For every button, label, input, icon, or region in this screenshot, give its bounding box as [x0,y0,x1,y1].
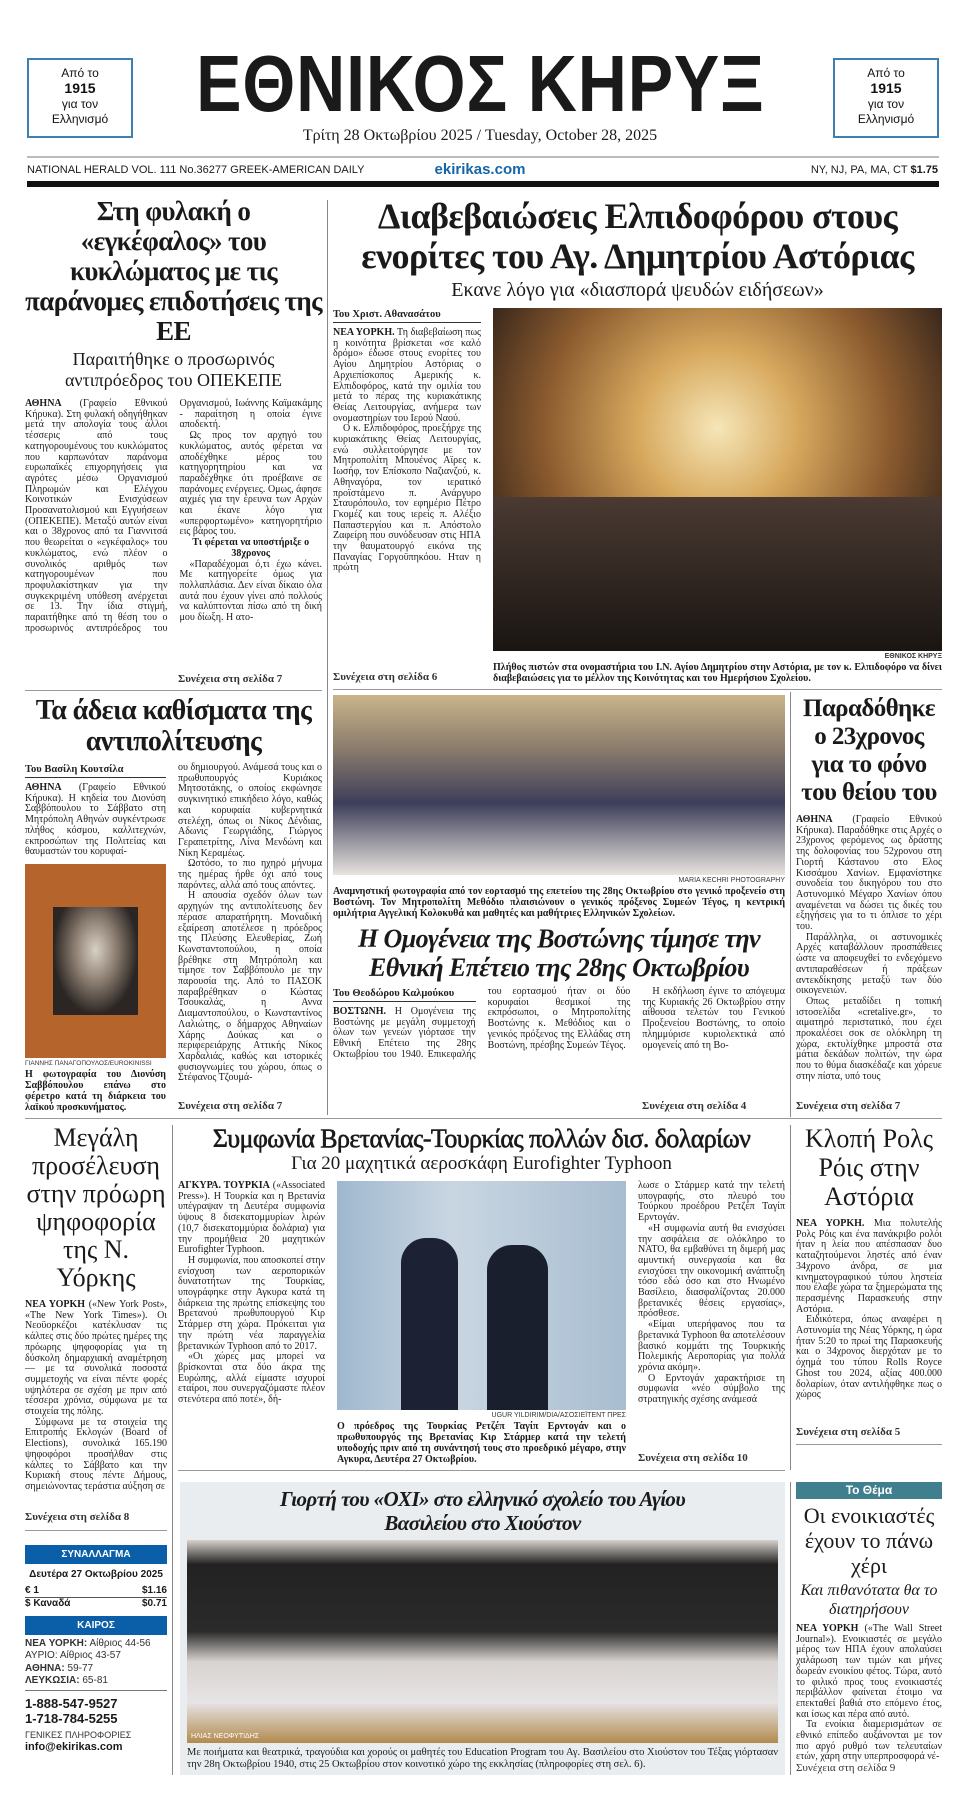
paragraph: Η εκδήλωση έγινε το απόγευμα της Κυριακής 26 Οκτωβρίου στην αίθουσα τελετών του Γενικού Προξενείου Βοστώνης, το οποίο πλημμύρισε κυριολεκτικά από ομογενείς από τη Βο- [642,986,785,1051]
price: $1.75 [910,164,938,176]
article-headline[interactable]: Τα άδεια καθίσματα της αντιπολίτευσης [35,695,312,757]
paragraph: ΝΕΑ ΥΟΡΚΗ. Μια πολυτελής Ρολς Ρόις και ένα πανάκριβο ρολόι ήταν η λεία που απέσπασαν δυο καταζητούμενοι ληστές από έναν 34χρονο άνδρα, σε μια κινηματογραφικού τύπου ληστεία που έλαβε χώρα τα ξημερώματα της περασμένης Παρασκευής στην Αστόρια. [796,1218,942,1315]
section-rule [333,689,942,690]
exchange-date: Δευτέρα 27 Οκτωβρίου 2025 [29,1569,163,1580]
article-subtitle: Για 20 μαχητικά αεροσκάφη Eurofighter Typhoon [291,1153,672,1174]
weather-list [25,1635,167,1691]
lead-headline[interactable]: Διαβεβαιώσεις Ελπιδοφόρου στους ενορίτες του Αγ. Δημητρίου Αστόριας [361,196,914,276]
article-headline[interactable]: Κλοπή Ρολς Ρόις στην Αστόρια [805,1124,933,1211]
paragraph: Παράλληλα, οι αστυνομικές Αρχές καταβάλλουν προσπάθειες ώστε να αποφευχθεί το ενδεχόμενο αντιπαραθέσεων ή πράξεων αντεκδίκησης μεταξύ των δύο οικογενειών. [796,931,942,997]
email-link[interactable]: info@ekirikas.com [25,1740,123,1753]
photo-caption: Πλήθος πιστών στα ονομαστήρια του Ι.Ν. Αγίου Δημητρίου στην Αστόρια, με τον κ. Ελπιδοφόρο να δίνει διαβεβαιώσεις για το μέλλον της Κοινότητας και του Ημερήσιου Σχολείου. [493,662,942,684]
since-text: Ελληνισμό [857,112,915,126]
column-divider [790,692,791,1117]
paragraph: ΑΘΗΝΑ (Γραφείο Εθνικού Κήρυκα). Παραδόθηκε στις Αρχές ο 23χρονος φερόμενος ως δράστης της δολοφονίας του 52χρονου στη Γιορτή Κάστανου στο Ελος Κισσάμου Χανίων. Εμφανίστηκε συνοδεία του δικηγόρου του στο Αστυνομικό Μέγαρο Χανίων όπου αναμένεται να δώσει τις δικές του εξηγήσεις για το τι όπλισε το χέρι του. [796,814,942,933]
weather-row: ΑΘΗΝΑ: 59-77 [25,1662,94,1674]
byline: Του Θεοδώρου Καλμούκου [333,987,476,1002]
continued-link[interactable]: Συνέχεια στη σελίδα 8 [25,1511,130,1523]
paragraph: ΝΕΑ ΥΟΡΚΗ. Τη διαβεβαίωση πως η κοινότητα βρίσκεται «σε καλό δρόμο» έδωσε στους ενορίτες του Αγίου Δημητρίου Αστόριας ο Αρχιεπίσκοπος Αμερικής κ. Ελπιδοφόρος, κατά την ομιλία του μετά το πέρας της κυριακάτικης Θείας Λειτουργίας, ανήμερα των ονομαστηρίων του Ιερού Ναού. [333,327,481,424]
dateline: ΑΓΚΥΡΑ. ΤΟΥΡΚΙΑ [178,1180,270,1191]
masthead-bar [27,181,939,187]
newspaper-title: ΕΘΝΙΚΟΣ ΚΗΡΥΞ [195,39,765,128]
article-headline[interactable]: Παραδόθηκε ο 23χρονος για το φόνο του θείου του [801,695,937,806]
article-body [25,1300,167,1505]
phone-number[interactable]: 1-888-547-9527 [25,1695,118,1711]
article-headline[interactable]: Οι ενοικιαστές έχουν το πάνω χέρι [803,1503,935,1578]
paragraph: «Παραδέχομαι ό,τι έχω κάνει. Με κατηγορείτε όμως για πολλαπλάσια. Δεν είναι δίκαιο όλα αυτά που έχουν γίνει από πολλούς να καλύπτονται πίσω από τη δική μου δίωξη. Η ατο- [179,558,322,624]
paragraph: ΝΕΑ ΥΟΡΚΗ («The Wall Street Journal»). Ενοικιαστές σε μεγάλο μέρος των ΗΠΑ έχουν απολαύσει χαλάρωση των τιμών και μήνες δωρεάν ενοικίου φέτος. Τώρα, αυτό το φιλικό προς τους ενοικιαστές περιβάλλον φαίνεται έτοιμο να επεκταθεί βαθιά στο επόμενο έτος, και ίσως και πέρα από αυτό. [796,1623,943,1720]
paragraph: Ειδικότερα, όπως αναφέρει η Αστυνομία της Νέας Υόρκης, η ώρα ήταν 5:20 το πρωί της Παρασκευής και ο 34χρονος διερχόταν με το όχημά του τύπου Rolls Royce Ghost του 2024, αξίας 400.000 δολαρίων, όταν αντιλήφθηκε πως ο χώρος [796,1314,942,1401]
article-headline[interactable]: Η Ομογένεια της Βοστώνης τίμησε την Εθνική Επέτειο της 28ης Οκτωβρίου [358,924,760,982]
paragraph: Οπως μεταδίδει η τοπική ιστοσελίδα «cretalive.gr», το αιματηρό περιστατικό, που έχει προκαλέσει σοκ σε ολόκληρη τη χώρα, εκτυλίχθηκε μπροστά στα μάτια δεκάδων πολιτών, την ώρα που το θύμα διασκέδαζε και χόρευε στην πίστα, υπό τους [796,995,942,1082]
article-body [796,815,942,1094]
paragraph: Ως προς τον αρχηγό του κυκλώματος, αυτός φέρεται να αποδέχθηκε μέρος του κατηγορητηρίου και να παραδέχθηκε ότι προέβαινε σε παράνομες ενέργειες. Ομως, άφησε αιχμές για την έρευνα των Αρχών και έκανε λόγο για «υπερφορτωμένο» κατηγορητήριο εις βάρος του. [179,430,322,538]
photo-credit: ΕΘΝΙΚΟΣ ΚΗΡΥΞ [884,653,942,660]
paragraph: ΑΘΗΝΑ (Γραφείο Εθνικού Κήρυκα). Στη φυλακή οδηγήθηκαν μετά την απολογία τους άλλοι τέσσερις από τους κατηγορουμένους του κυκλώματος που καρπωνόταν παράνομα ευρωπαϊκές επιχορηγήσεις για αγρότες μέσω Οργανισμού Πληρωμών και Ελέγχου Κοινοτικών Ενισχύσεων Προσανατολισμού και Εγγυήσεων (ΟΠΕΚΕΠΕ). Μεταξύ αυτών είναι και ο 38χρονος από τα Γιαννιτσά που θεωρείται ο «εγκέφαλος» του κυκλώματος, ενώ πλέον ο συνολικός αριθμός των κατηγορουμένων που προφυλακίστηκαν για την συγκεκριμένη υπόθεση ανέρχεται σε 13. Την ίδια στιγμή, παραιτήθηκε από τη θέση του ο προσωρινός αντιπρόεδρος του Οργανισμού, Ιωάννης Καϊμακάμης - παραίτηση η οποία έγινε αποδεκτή. [25,398,322,634]
paragraph: «Οι χώρες μας μπορεί να βρίσκονται στα δύο άκρα της Ευρώπης, αλλά είμαστε ισχυροί εταίροι, που συνεργαζόμαστε πλέον στενότερα από ποτέ», δή- [178,1351,325,1406]
boston-photo[interactable] [333,695,785,875]
continued-link[interactable]: Συνέχεια στη σελίδα 7 [796,1100,901,1112]
price-info [811,164,938,177]
issue-date: Τρίτη 28 Οκτωβρίου 2025 / Tuesday, October 28, 2025 [302,127,658,144]
savvopoulos-photo[interactable] [25,864,166,1058]
since-1915-box-right [833,58,939,138]
website-link[interactable]: ekirikas.com [434,161,526,178]
paragraph: λωσε ο Στάρμερ κατά την τελετή υπογραφής, στο πλευρό του Τούρκου προέδρου Ρετζέπ Ταγίπ Ερντογάν. [638,1180,785,1224]
article-renters [796,1482,942,1775]
since-1915-box-left [27,58,133,138]
text-column [25,763,166,1113]
continued-link[interactable]: Συνέχεια στη σελίδα 6 [333,671,438,683]
paragraph: Ο κ. Ελπιδοφόρος, προεξήρχε της κυριακάτικης Θείας Λειτουργίας, ενώ συλλειτούργησε με τον Μητροπολίτη Μπουένος Αϊρες κ. Ιωσήφ, τον Επίσκοπο Ναζιανζού, κ. Αθηναγόρα, τον ιερατικό προϊστάμενο π. Ανάργυρο Σταυρόπουλο, τον εφημέριο Πέτρο Γκομέζ και τους ιερείς π. Αλέξιο Παπαστεργίου και π. Απόστολο Ζαφείρη που συνόδευσαν στις ΗΠΑ την θαυματουργό εικόνα της Παναγίας Γοργοϋπηκόου. Ηταν η πρώτη [333,423,481,574]
dateline: ΝΕΑ ΥΟΡΚΗ [796,1623,859,1634]
continued-link[interactable]: Συνέχεια στη σελίδα 5 [796,1426,901,1438]
dateline: ΝΕΑ ΥΟΡΚΗ. [796,1218,865,1229]
article-body [178,763,322,1094]
phone-numbers [25,1696,167,1726]
masthead-rule [27,156,939,158]
since-text: Από το [61,66,99,80]
photo-caption: Ο πρόεδρος της Τουρκίας Ρετζέπ Ταγίπ Ερντογάν και ο πρωθυπουργός της Βρετανίας Κιρ Στάρμερ κατά την τελετή υποδοχής πριν από τη συνάντησή τους στο προεδρικό μέγαρο, στην Αγκυρα, Δευτέρα 27 Οκτωβρίου. [337,1421,626,1465]
exchange-row: $ Καναδά $0.71 [25,1598,167,1609]
article-body [178,1181,325,1465]
article-headline[interactable]: Μεγάλη προσέλευση στην πρόωρη ψηφοφορία της Ν. Υόρκης [26,1123,166,1292]
church-photo[interactable] [493,308,942,651]
article-uk-turkey [178,1124,785,1465]
article-body [25,399,322,667]
info-sidebar [25,1545,167,1777]
article-chania [796,695,942,1113]
section-rule [178,1470,785,1471]
article-body [796,1219,942,1420]
article-subtitle: Παραιτήθηκε ο προσωρινός αντιπρόεδρος του ΟΠΕΚΕΠΕ [65,349,282,390]
paragraph: ΑΘΗΝΑ (Γραφείο Εθνικού Κήρυκα). Η κηδεία του Διονύση Σαββόπουλου το Σάββατο στη Μητρόπολη Αθηνών συγκέντρωσε πλήθος κόσμου, καλλιτεχνών, εκπροσώπων της Πολιτείας και θαυμαστών του κορυφαί- [25,782,166,858]
paragraph: ΝΕΑ ΥΟΡΚΗ («New York Post», «The New York Times»). Οι Νεοϋορκέζοι κατέκλυσαν τις κάλπες στις δύο πρώτες ημέρες της πρόωρης ψηφοφορίας για τη δύσκολη δημαρχιακή αναμέτρηση — με τα συνολικά ποσοστά συμμετοχής να είναι πέντε φορές υψηλότερα σε σχέση με πριν από τέσσερα χρόνια, σύμφωνα με τα στοιχεία της πόλης. [25,1299,167,1418]
continued-link[interactable]: Συνέχεια στη σελίδα 7 [178,1100,283,1112]
exchange-rates-header: ΣΥΝΑΛΛΑΓΜΑ [25,1545,167,1564]
paragraph: Η συμφωνία, που αποσκοπεί στην ενίσχυση των αεροπορικών δυνατοτήτων της Τουρκίας, υπογράφηκε στην Αγκυρα κατά τη διάρκεια της πρώτης επίσκεψης του Βρετανού πρωθυπουργού Κιρ Στάρμερ στη χώρα. Πρόκειται για την πρώτη νέα παραγγελία βρετανικών Typhoon από το 2017. [178,1254,325,1352]
section-rule [25,1530,167,1531]
subhead: Τι φέρεται να υποστήριξε ο 38χρονος [192,537,310,559]
lead-subtitle: Εκανε λόγο για «διασπορά ψευδών ειδήσεων» [451,279,824,301]
paragraph: Τα ενοίκια διαμερισμάτων σε εθνικό επίπεδο αυξάνονται με τον πιο αργό ρυθμό των τελευταίων ετών, χάρη στην υπερπροσφορά νέ- [796,1719,942,1763]
column-divider [790,1482,791,1775]
article-opposition [25,695,322,1113]
section-rule [25,1118,942,1119]
article-body [25,783,166,858]
houston-feature-box [180,1482,785,1775]
continued-link[interactable]: Συνέχεια στη σελίδα 10 [638,1452,748,1464]
article-boston [333,695,785,1113]
photo-credit: ΗΛΙΑΣ ΝΕΟΦΥΤΙΔΗΣ [191,1733,260,1740]
topic-kicker [796,1482,942,1499]
dateline: ΑΘΗΝΑ [25,398,62,409]
article-body [796,1623,943,1763]
section-rule [25,690,322,691]
exchange-row: € 1 $1.16 [25,1585,167,1599]
photo-credit: MARIA KECHRI PHOTOGRAPHY [678,877,785,884]
dateline: ΑΘΗΝΑ [25,782,62,793]
paragraph: ου δημιουργού. Ανάμεσά τους και ο πρωθυπουργός Κυριάκος Μητσοτάκης, ο οποίος εκφώνησε συγκινητικό επικήδειο λόγο, καθώς και κορυφαία κυβερνητικά στελέχη, όπως οι Νίκος Δένδιας, Αδωνις Γεωργιάδης, Γιώργος Γεραπετρίτης, Λίνα Μενδώνη και Νίκη Κεραμέως. [178,762,322,859]
kicker-label: Το Θέμα [845,1483,893,1497]
volume-info: NATIONAL HERALD VOL. 111 No.36277 GREEK-AMERICAN DAILY [27,164,365,176]
paragraph: Σύμφωνα με τα στοιχεία της Επιτροπής Εκλογών (Board of Elections), συνολικά 165.190 ψηφοφόροι προσήλθαν στις κάλπες το Σάββατο και την Κυριακή στους πέντε Δήμους, σημειώνοντας τεράστια αύξηση σε [25,1416,167,1492]
photo-caption: Αναμνηστική φωτογραφία από τον εορτασμό της επετείου της 28ης Οκτωβρίου στο γενικό προξενείο στη Βοστώνη. Τον Μητροπολίτη Μεθόδιο πλαισιώνουν ο γενικός πρόξενος Συμεών Τέγος, η κεντρική ομιλήτρια Αγγελική Κολοκυθά και μαθητές και μαθήτριες Ελληνικών Σχολείων. [333,886,785,919]
continued-link[interactable]: Συνέχεια στη σελίδα 4 [642,1100,747,1112]
paragraph: Ωστόσο, το πιο ηχηρό μήνυμα της ημέρας ήρθε όχι από τους παρόντες, αλλά από τους απόντες. [178,858,322,891]
since-text: Από το [867,66,905,80]
paragraph: «Η συμφωνία αυτή θα ενισχύσει την ασφάλεια σε ολόκληρο το ΝΑΤΟ, θα εμβαθύνει τη διμερή μας αμυντική συνεργασία και θα ενισχύσει την οικονομική ανάπτυξη τόσο εδώ όσο και στο Ηνωμένο Βασίλειο, διασφαλίζοντας 20.000 βρετανικές θέσεις εργασίας», πρόσθεσε. [638,1222,785,1320]
continued-link[interactable]: Συνέχεια στη σελίδα 7 [178,673,283,685]
since-text: για τον [867,97,905,111]
weather-header: ΚΑΙΡΟΣ [25,1616,167,1635]
column-divider [172,1125,173,1775]
article-body [333,987,785,1094]
photo-column [337,1181,626,1465]
dateline: ΝΕΑ ΥΟΡΚΗ. [333,327,395,338]
article-subtitle: Και πιθανότατα θα το διατηρήσουν [800,1582,938,1618]
article-early-voting [25,1124,167,1524]
weather-row: ΑΥΡΙΟ: Αίθριος 43-57 [25,1650,121,1661]
weather-row: ΝΕΑ ΥΟΡΚΗ: Αίθριος 44-56 [25,1637,151,1649]
erdogan-starmer-photo[interactable] [337,1181,626,1410]
article-body [638,1181,785,1446]
dateline: ΒΟΣΤΩΝΗ. [333,1006,386,1017]
since-year: 1915 [64,80,96,96]
paragraph: ΒΟΣΤΩΝΗ. Η Ομογένεια της Βοστώνης με μεγάλη συμμετοχή όλων των γενεών γιόρτασε την Εθνική Επέτειο της 28ης Οκτωβρίου του 1940. Επικεφαλής του εορτασμού ήταν οι δύο κορυφαίοι θεσμικοί της εκπρόσωποι, ο Μητροπολίτης Βοστώνης κ. Μεθόδιος και ο γενικός πρόξενος της Ελλάδας στη Βοστώνη, πρέσβης Συμεών Τέγος. [333,986,631,1060]
section-rule [796,1444,942,1445]
info-label: ΓΕΝΙΚΕΣ ΠΛΗΡΟΦΟΡΙΕΣ [25,1729,132,1740]
since-text: Ελληνισμό [51,112,109,126]
article-rolls-royce [796,1124,942,1439]
photo-caption: Με ποιήματα και θεατρικά, τραγούδια και χορούς οι μαθητές του Education Program του Αγ. Βασιλείου στο Χιούστον του Τέξας γιόρτασαν την 28η Οκτωβρίου 1940, στις 25 Οκτωβρίου στον κοινοτικό χώρο της εκκλησίας (πληροφορίες στη σελ. 6). [187,1747,778,1770]
text-column [178,1181,325,1465]
column-divider [327,200,328,1115]
article-body [333,328,481,665]
states: NY, NJ, PA, MA, CT [810,164,908,176]
text-column [178,763,322,1113]
phone-number[interactable]: 1-718-784-5255 [25,1710,118,1726]
article-headline[interactable]: Συμφωνία Βρετανίας-Τουρκίας πολλών δισ. δολαρίων [212,1124,751,1153]
article-headline[interactable]: Γιορτή του «ΟΧΙ» στο ελληνικό σχολείο του Αγίου Βασιλείου στο Χιούστον [279,1487,686,1535]
exchange-table [25,1585,167,1611]
paragraph: Ο Ερντογάν χαρακτήρισε τη συμφωνία «νέο σύμβολο της στρατηγικής σχέσης ανάμεσά [638,1372,785,1406]
paragraph: «Είμαι υπερήφανος που τα βρετανικά Typhoon θα αποτελέσουν βασικό κομμάτι της Τουρκικής Πολεμικής Αεροπορίας για πολλά χρόνια ακόμη». [638,1319,785,1373]
since-text: για τον [61,97,99,111]
text-column [333,308,481,684]
photo-credit: ΓΙΑΝΝΗΣ ΠΑΝΑΓΟΠΟΥΛΟΣ/EUROKINISSI [25,1060,152,1067]
dateline: ΑΘΗΝΑ [796,814,833,825]
article-headline[interactable]: Στη φυλακή ο «εγκέφαλος» του κυκλώματος με τις παράνομες επιδοτήσεις της ΕΕ [25,196,322,346]
weather-row: ΛΕΥΚΩΣΙΑ: 65-81 [25,1675,108,1686]
paragraph: Η απουσία σχεδόν όλων των αρχηγών της αντιπολίτευσης δεν πέρασε απαρατήρητη. Μοναδική εξαίρεση αποτέλεσε η πρόεδρος της Πλεύσης Ελευθερίας, Ζωή Κωνσταντοπούλου, η οποία βρέθηκε στη Μητρόπολη και τίμησε τον Σαββόπουλο με την παρουσία της. Από το ΠΑΣΟΚ παραβρέθηκαν ο Κώστας Τσουκαλάς, η Αννα Διαμαντοπούλου, ο Κωνσταντίνος Λαλιώτης, ο δήμαρχος Αθηναίων Χάρης Δούκας και ο περιφερειάρχης Αττικής Νίκος Χαρδαλιάς, καθώς και ιστορικές φυσιογνωμίες του χώρου, όπως ο Στέφανος Τζουμά- [178,890,322,1084]
byline: Του Χριστ. Αθανασάτου [333,308,481,323]
column-divider [790,1125,791,1470]
photo-caption: Η φωτογραφία του Διονύση Σαββόπουλου επάνω στο φέρετρο κατά τη διάρκεια του λαϊκού προσκυνήματος. [25,1069,166,1113]
article-elpidoforos [333,196,942,684]
houston-school-photo[interactable] [187,1540,778,1743]
photo-credit: UGUR YILDIRIM/DIA/ΑΣΟΣΙΕΪΤΕΝΤ ΠΡΕΣ [491,1412,626,1419]
byline: Του Βασίλη Κουτσίλα [25,763,166,778]
newspaper-title-wrap [130,39,830,128]
text-column [638,1181,785,1465]
continued-link[interactable]: Συνέχεια στη σελίδα 9 [796,1762,896,1774]
dateline: ΝΕΑ ΥΟΡΚΗ [25,1299,86,1310]
photo-column [493,308,942,684]
article-opekepe [25,196,322,686]
since-year: 1915 [870,80,902,96]
paragraph: ΑΓΚΥΡΑ. ΤΟΥΡΚΙΑ («Associated Press»). Η Τουρκία και η Βρετανία υπέγραψαν τη Δευτέρα συμφωνία ύψους 8 δισεκατομμυρίων λιρών (10,7 δισεκατομμύρια δολάρια) για την προμήθεια 20 μαχητικών Eurofighter Typhoon. [178,1180,325,1256]
